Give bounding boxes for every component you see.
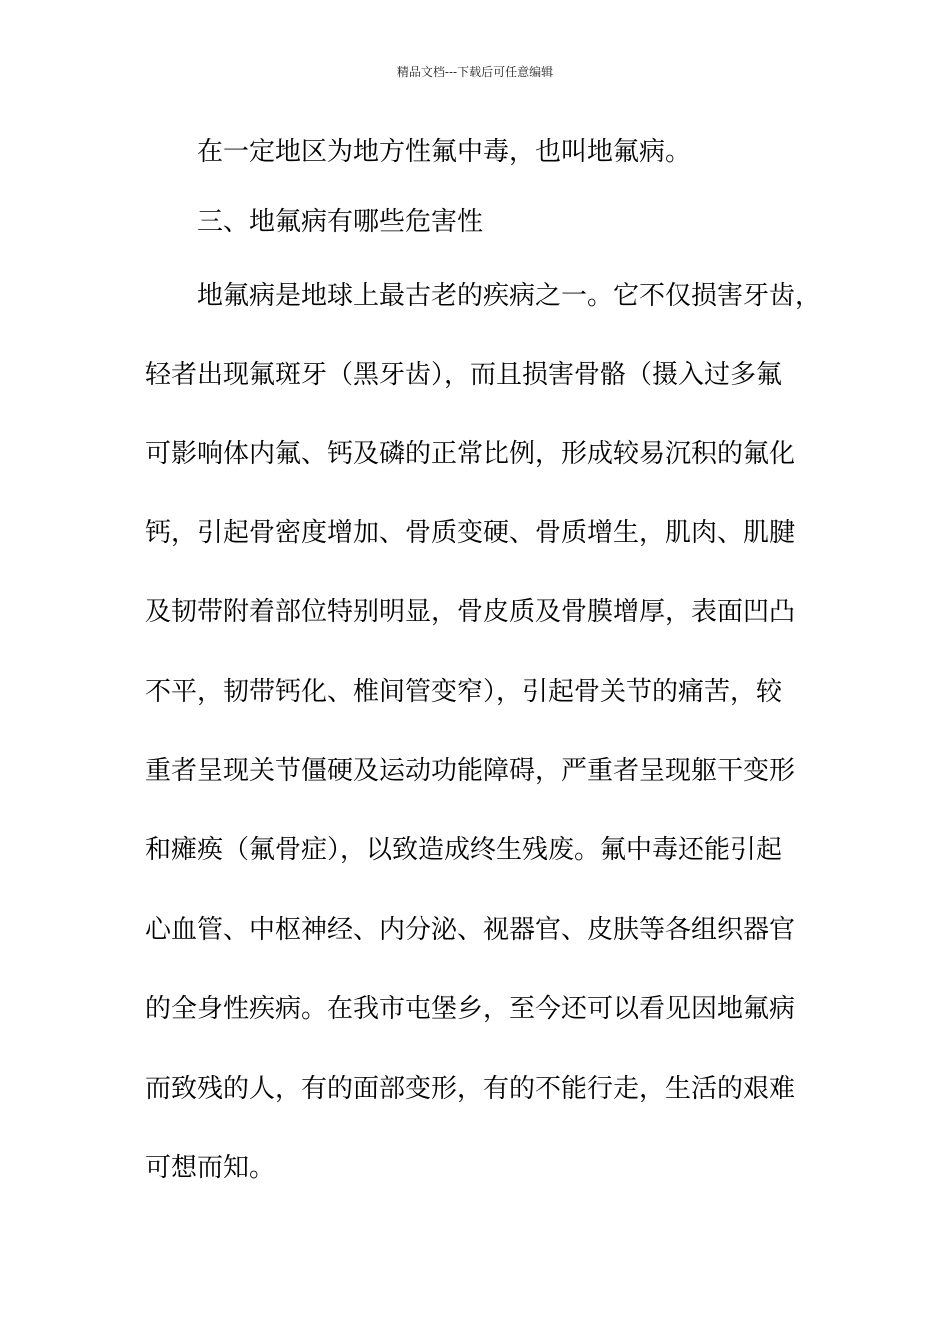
section-heading: 三、地氟病有哪些危害性 — [197, 207, 484, 237]
paragraph-line: 可想而知。 — [145, 1153, 276, 1183]
paragraph-line: 在一定地区为地方性氟中毒，也叫地氟病。 — [197, 137, 692, 167]
paragraph-line: 的全身性疾病。在我市屯堡乡，至今还可以看见因地氟病 — [145, 994, 796, 1024]
paragraph-line: 不平，韧带钙化、椎间管变窄），引起骨关节的痛苦，较 — [145, 677, 783, 707]
page-header: 精品文档---下载后可任意编辑 — [396, 65, 554, 79]
paragraph-line: 重者呈现关节僵硬及运动功能障碍，严重者呈现躯干变形 — [145, 756, 796, 786]
paragraph-line: 可影响体内氟、钙及磷的正常比例，形成较易沉积的氟化 — [145, 439, 796, 469]
paragraph-line: 及韧带附着部位特别明显，骨皮质及骨膜增厚，表面凹凸 — [145, 597, 796, 627]
paragraph-line: 钙，引起骨密度增加、骨质变硬、骨质增生，肌肉、肌腱 — [145, 518, 796, 548]
paragraph-line: 轻者出现氟斑牙（黑牙齿），而且损害骨骼（摄入过多氟 — [145, 360, 783, 390]
paragraph-line: 而致残的人，有的面部变形，有的不能行走，生活的艰难 — [145, 1074, 796, 1104]
paragraph-line: 和瘫痪（氟骨症），以致造成终生残废。氟中毒还能引起 — [145, 835, 783, 865]
paragraph-line: 心血管、中枢神经、内分泌、视器官、皮肤等各组织器官 — [145, 915, 796, 945]
paragraph-line: 地氟病是地球上最古老的疾病之一。它不仅损害牙齿， — [197, 281, 822, 311]
